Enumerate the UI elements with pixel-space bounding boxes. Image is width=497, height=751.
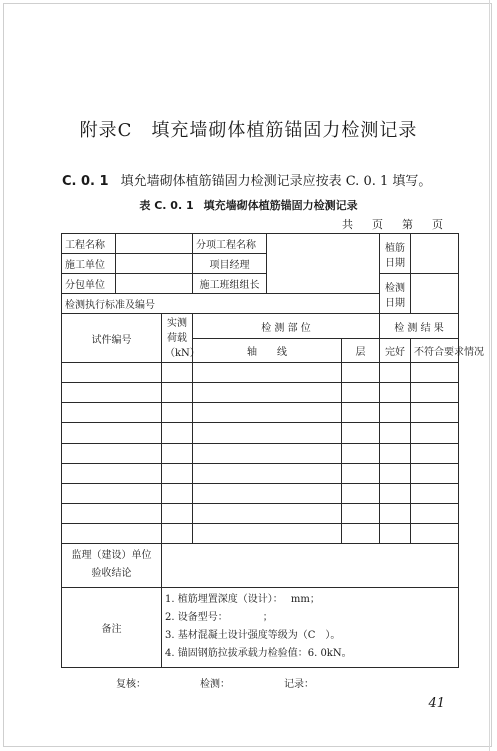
axis-cell[interactable] [193,443,342,463]
nonconform-cell[interactable] [411,363,459,383]
acceptance-label: 监理（建设）单位 验收结论 [62,544,162,587]
floor-cell[interactable] [342,503,380,523]
nonconform-cell[interactable] [411,483,459,503]
table-row [62,423,459,443]
team-leader-label: 施工班组组长 [193,274,267,294]
intact-cell[interactable] [380,524,411,544]
floor-cell[interactable] [342,463,380,483]
specimen-cell[interactable] [62,503,162,523]
remarks-list [162,587,459,668]
test-date-label: 检测 日期 [380,274,411,314]
intact-cell[interactable] [380,443,411,463]
floor-cell[interactable] [342,524,380,544]
floor-cell[interactable] [342,483,380,503]
axis-cell[interactable] [193,524,342,544]
location-header: 检 测 部 位 [193,314,380,338]
nonconform-cell[interactable] [411,383,459,403]
axis-cell[interactable] [193,363,342,383]
axis-cell[interactable] [193,463,342,483]
intact-cell[interactable] [380,403,411,423]
load-cell[interactable] [162,403,193,423]
intact-cell[interactable] [380,363,411,383]
remarks-label: 备注 [62,587,162,668]
nonconform-header: 不符合要求情况 [411,338,459,362]
table-number: 表 C. 0. 1 [139,199,194,212]
specimen-no-header: 试件编号 [62,314,162,363]
table-row [62,403,459,423]
intact-cell[interactable] [380,383,411,403]
clause-line [62,170,431,189]
table-row [62,463,459,483]
specimen-cell[interactable] [62,483,162,503]
standard-value[interactable] [162,294,380,314]
floor-cell[interactable] [342,423,380,443]
nonconform-cell[interactable] [411,443,459,463]
column-header-row-1 [62,314,459,338]
table-row [62,383,459,403]
table-row [62,503,459,523]
load-cell[interactable] [162,524,193,544]
nonconform-cell[interactable] [411,423,459,443]
review-signature: 复核： [116,679,146,690]
axis-cell[interactable] [193,503,342,523]
nonconform-cell[interactable] [411,403,459,423]
subcontract-unit-label: 分包单位 [62,274,116,294]
record-table-wrap [61,233,484,668]
axis-cell[interactable] [193,423,342,443]
page-counter: 共 页 第 页 [342,218,447,231]
load-cell[interactable] [162,483,193,503]
record-signature: 记录： [284,679,314,690]
specimen-cell[interactable] [62,363,162,383]
intact-header: 完好 [380,338,411,362]
remark-item: 4. 锚固钢筋拉拔承载力检验值：6. 0kN。 [165,648,352,660]
intact-cell[interactable] [380,423,411,443]
clause-text: 填允墙砌体植筋锚固力检测记录应按表 C. 0. 1 填写。 [120,174,432,189]
sub-project-label: 分项工程名称 [193,234,267,254]
construction-unit-label: 施工单位 [62,254,116,274]
load-cell[interactable] [162,383,193,403]
load-cell[interactable] [162,443,193,463]
acceptance-row [62,544,459,587]
intact-cell[interactable] [380,483,411,503]
project-name-label: 工程名称 [62,234,116,254]
axis-cell[interactable] [193,383,342,403]
clause-number: C. 0. 1 [62,174,109,189]
floor-cell[interactable] [342,403,380,423]
nonconform-cell[interactable] [411,503,459,523]
load-cell[interactable] [162,463,193,483]
specimen-cell[interactable] [62,383,162,403]
specimen-cell[interactable] [62,403,162,423]
table-title: 填充墙砌体植筋锚固力检测记录 [203,199,358,212]
project-manager-label: 项目经理 [193,254,267,274]
load-cell[interactable] [162,503,193,523]
floor-cell[interactable] [342,383,380,403]
intact-cell[interactable] [380,463,411,483]
floor-cell[interactable] [342,443,380,463]
axis-cell[interactable] [193,483,342,503]
page-edge [489,0,490,751]
sub-project-value[interactable] [267,234,380,254]
planting-date-label: 植筋 日期 [380,234,411,274]
header-row-3 [62,274,459,294]
remark-item: 3. 基材混凝土设计强度等级为（C ）。 [165,630,341,642]
axis-cell[interactable] [193,403,342,423]
table-row [62,483,459,503]
load-header: 实测荷载 （kN） [162,314,193,363]
nonconform-cell[interactable] [411,524,459,544]
appendix-title: 附录C 填充墙砌体植筋锚固力检测记录 [79,120,418,141]
load-cell[interactable] [162,363,193,383]
floor-cell[interactable] [342,363,380,383]
subcontract-unit-value[interactable] [116,274,193,294]
result-header: 检 测 结 果 [380,314,459,338]
table-row [62,524,459,544]
standard-label: 检测执行标准及编号 [62,294,162,314]
acceptance-value[interactable] [162,544,459,587]
axis-header: 轴 线 [193,338,342,362]
remark-item: 2. 设备型号： ； [165,612,273,624]
specimen-cell[interactable] [62,524,162,544]
specimen-cell[interactable] [62,423,162,443]
table-row [62,443,459,463]
page-number: 41 [428,696,445,711]
remarks-row [62,587,459,668]
signature-row [116,675,314,690]
construction-unit-value[interactable] [116,254,193,274]
header-row-1 [62,234,459,254]
project-name-value[interactable] [116,234,193,254]
project-manager-value[interactable] [267,254,380,274]
record-table [61,233,484,668]
planting-date-value[interactable] [411,234,459,274]
floor-header: 层 [342,338,380,362]
team-leader-value[interactable] [267,274,380,294]
nonconform-cell[interactable] [411,463,459,483]
intact-cell[interactable] [380,503,411,523]
test-signature: 检测： [200,679,230,690]
remark-item: 1. 植筋埋置深度（设计）： mm； [165,594,320,606]
table-row [62,363,459,383]
specimen-cell[interactable] [62,463,162,483]
specimen-cell[interactable] [62,443,162,463]
load-cell[interactable] [162,423,193,443]
test-date-value[interactable] [411,274,459,314]
table-caption [0,197,497,213]
